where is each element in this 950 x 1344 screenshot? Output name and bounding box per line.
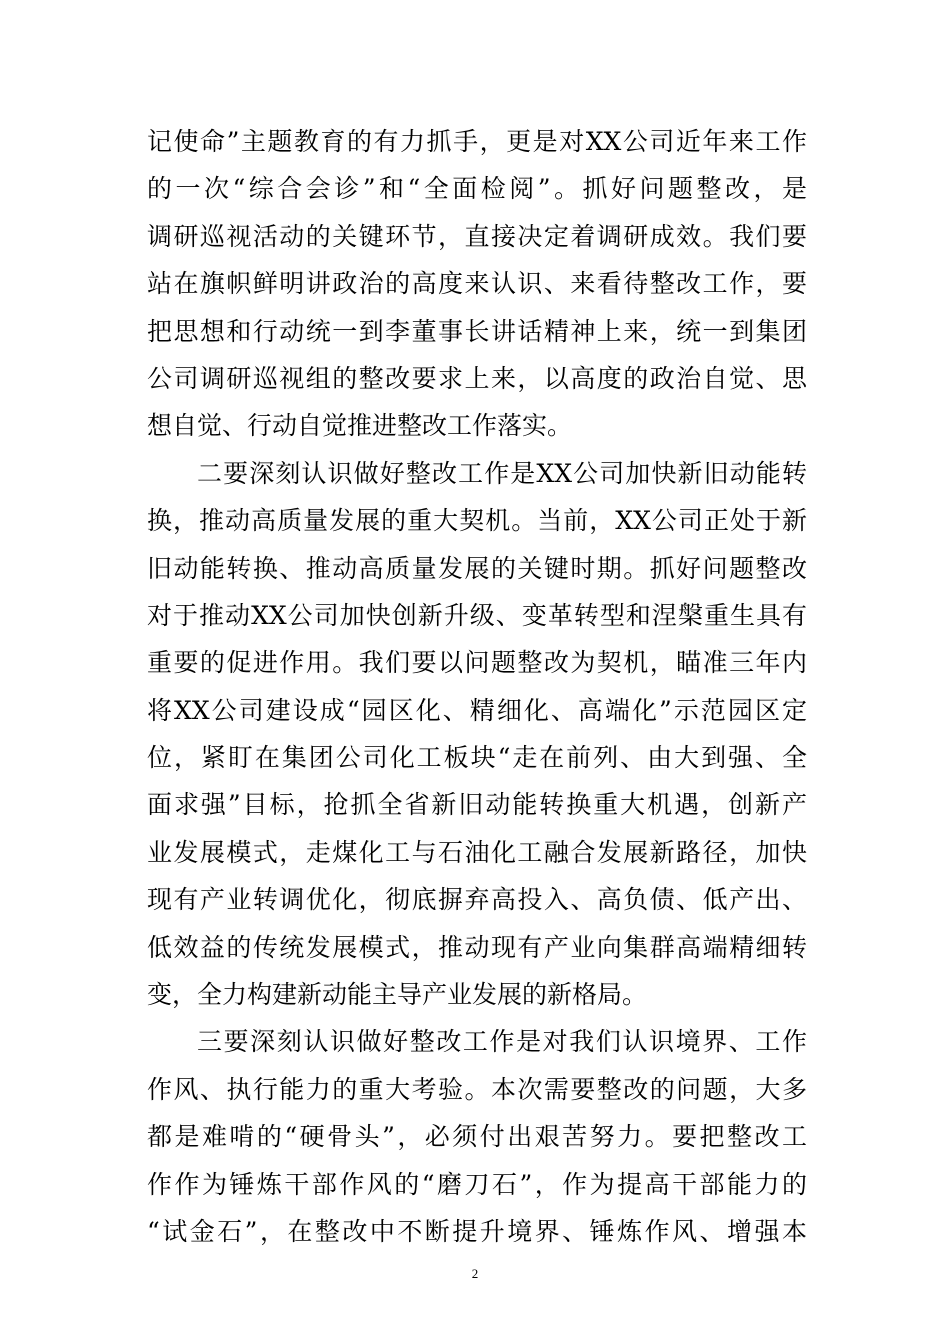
page-number: 2	[471, 1266, 479, 1281]
text-line: 想自觉、行动自觉推进整改工作落实。	[147, 411, 573, 441]
text-line: 的一次“综合会诊”和“全面检阅”。抓好问题整改，是	[147, 174, 807, 204]
text-line: 现有产业转调优化，彻底摒弃高投入、高负债、低产出、	[147, 885, 807, 915]
text-line: 作作为锤炼干部作风的“磨刀石”，作为提高干部能力的	[147, 1169, 807, 1199]
text-line: 位，紧盯在集团公司化工板块“走在前列、由大到强、全	[147, 743, 807, 773]
text-line: 变，全力构建新动能主导产业发展的新格局。	[147, 980, 648, 1010]
text-line: 公司调研巡视组的整改要求上来，以高度的政治自觉、思	[147, 363, 807, 393]
text-line: 站在旗帜鲜明讲政治的高度来认识、来看待整改工作，要	[147, 269, 807, 299]
paragraph-1	[147, 118, 807, 450]
text-line: 对于推动XX公司加快创新升级、变革转型和涅槃重生具有	[147, 600, 807, 630]
paragraph-3	[147, 1018, 807, 1255]
text-line: 二要深刻认识做好整改工作是XX公司加快新旧动能转	[197, 458, 807, 488]
text-line: 作风、执行能力的重大考验。本次需要整改的问题，大多	[147, 1074, 807, 1104]
body-text	[147, 118, 807, 1255]
text-line: 重要的促进作用。我们要以问题整改为契机，瞄准三年内	[147, 648, 807, 678]
text-line: 把思想和行动统一到李董事长讲话精神上来，统一到集团	[147, 316, 807, 346]
text-line: “试金石”，在整改中不断提升境界、锤炼作风、增强本	[147, 1216, 807, 1246]
text-line: 旧动能转换、推动高质量发展的关键时期。抓好问题整改	[147, 553, 807, 583]
text-line: 低效益的传统发展模式，推动现有产业向集群高端精细转	[147, 932, 807, 962]
text-line: 记使命”主题教育的有力抓手，更是对XX公司近年来工作	[147, 127, 807, 156]
paragraph-2	[147, 450, 807, 1019]
text-line: 换，推动高质量发展的重大契机。当前，XX公司正处于新	[147, 506, 807, 536]
text-line: 都是难啃的“硬骨头”，必须付出艰苦努力。要把整改工	[147, 1122, 807, 1152]
text-line: 三要深刻认识做好整改工作是对我们认识境界、工作	[197, 1027, 807, 1057]
text-line: 将XX公司建设成“园区化、精细化、高端化”示范园区定	[147, 695, 807, 725]
text-line: 调研巡视活动的关键环节，直接决定着调研成效。我们要	[147, 221, 807, 251]
text-line: 业发展模式，走煤化工与石油化工融合发展新路径，加快	[147, 837, 807, 867]
text-line: 面求强”目标，抢抓全省新旧动能转换重大机遇，创新产	[147, 790, 807, 820]
